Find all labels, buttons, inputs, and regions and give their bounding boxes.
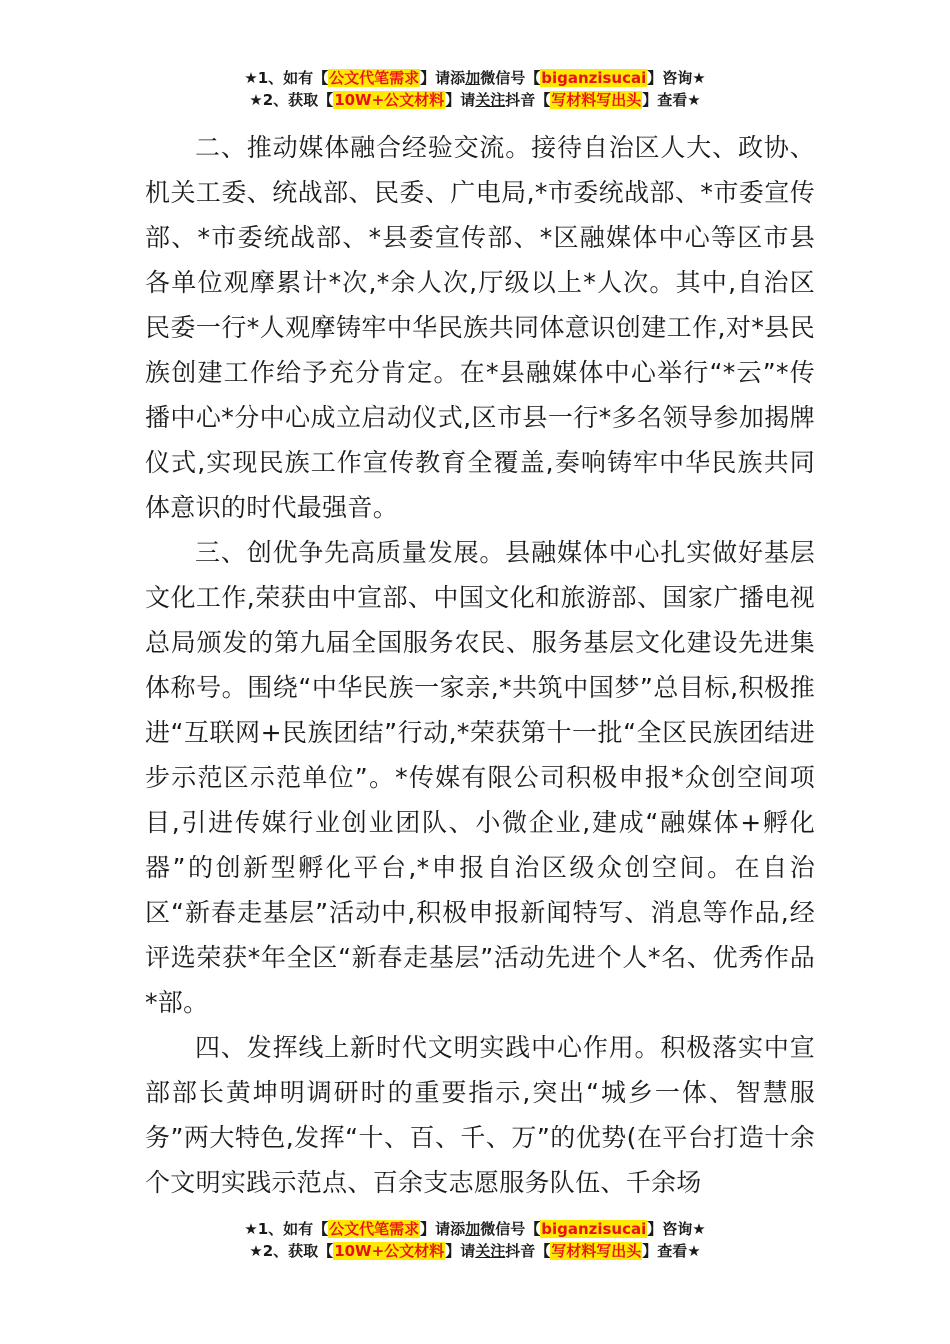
banner-underlined-text: 加 [465, 1220, 481, 1238]
banner-text: 抖音【 [505, 1242, 551, 1260]
banner-highlight: 10W+公文材料 [334, 1242, 445, 1260]
paragraph-2: 二、推动媒体融合经验交流。接待自治区人大、政协、机关工委、统战部、民委、广电局,*市委统战部、*市委宣传部、*市委统战部、*县委宣传部、*区融媒体中心等区市县各单位观摩累计*次,*余人次,厅级以上*人次。其中,自治区民委一行*人观摩铸牢中华民族共同体意识创建工作,对*县民族创建工作给予充分肯定。在*县融媒体中心举行“*云”*传播中心*分中心成立启动仪式,区市县一行*多名领导参加揭牌仪式,实现民族工作宣传教育全覆盖,奏响铸牢中华民族共同体意识的时代最强音。 [145, 133, 815, 522]
paragraph-3: 三、创优争先高质量发展。县融媒体中心扎实做好基层文化工作,荣获由中宣部、中国文化和旅游部、国家广播电视总局颁发的第九届全国服务农民、服务基层文化建设先进集体称号。围绕“中华民族一家亲,*共筑中国梦”总目标,积极推进“互联网+民族团结”行动,*荣获第十一批“全区民族团结进步示范区示范单位”。*传媒有限公司积极申报*众创空间项目,引进传媒行业创业团队、小微企业,建成“融媒体+孵化器”的创新型孵化平台,*申报自治区级众创空间。在自治区“新春走基层”活动中,积极申报新闻特写、消息等作品,经评选荣获*年全区“新春走基层”活动先进个人*名、优秀作品*部。 [145, 538, 815, 1017]
banner-text: 】请 [445, 1242, 476, 1260]
wechat-id-highlight: biganzisucai [541, 1220, 647, 1238]
banner-line-2 [0, 1240, 950, 1262]
banner-text: 抖音【 [505, 91, 551, 109]
banner-text: 微信号【 [480, 69, 541, 87]
banner-line-1 [0, 67, 950, 89]
banner-text: 微信号【 [480, 1220, 541, 1238]
banner-underlined-text: 关注 [475, 1242, 506, 1260]
banner-text: 】查看★ [642, 91, 701, 109]
banner-text: 】请 [445, 91, 476, 109]
banner-text: 】请添 [420, 69, 466, 87]
footer-banner [0, 1218, 950, 1262]
banner-text: ★2、获取【 [249, 91, 334, 109]
header-banner [0, 67, 950, 111]
banner-text: 】咨询★ [647, 69, 706, 87]
paragraph-4: 四、发挥线上新时代文明实践中心作用。积极落实中宣部部长黄坤明调研时的重要指示,突出“城乡一体、智慧服务”两大特色,发挥“十、百、千、万”的优势(在平台打造十余个文明实践示范点、百余支志愿服务队伍、千余场 [145, 1033, 815, 1197]
banner-text: ★1、如有【 [244, 69, 329, 87]
document-body [145, 125, 815, 1205]
banner-text: ★2、获取【 [249, 1242, 334, 1260]
douyin-id-highlight: 写材料写出头 [551, 1242, 642, 1260]
banner-underlined-text: 关注 [475, 91, 506, 109]
douyin-id-highlight: 写材料写出头 [551, 91, 642, 109]
wechat-id-highlight: biganzisucai [541, 69, 647, 87]
banner-text: ★1、如有【 [244, 1220, 329, 1238]
banner-line-2 [0, 89, 950, 111]
banner-text: 】查看★ [642, 1242, 701, 1260]
banner-text: 】请添 [420, 1220, 466, 1238]
banner-highlight: 公文代笔需求 [329, 1220, 420, 1238]
banner-underlined-text: 加 [465, 69, 481, 87]
banner-text: 】咨询★ [647, 1220, 706, 1238]
banner-line-1 [0, 1218, 950, 1240]
banner-highlight: 公文代笔需求 [329, 69, 420, 87]
banner-highlight: 10W+公文材料 [334, 91, 445, 109]
